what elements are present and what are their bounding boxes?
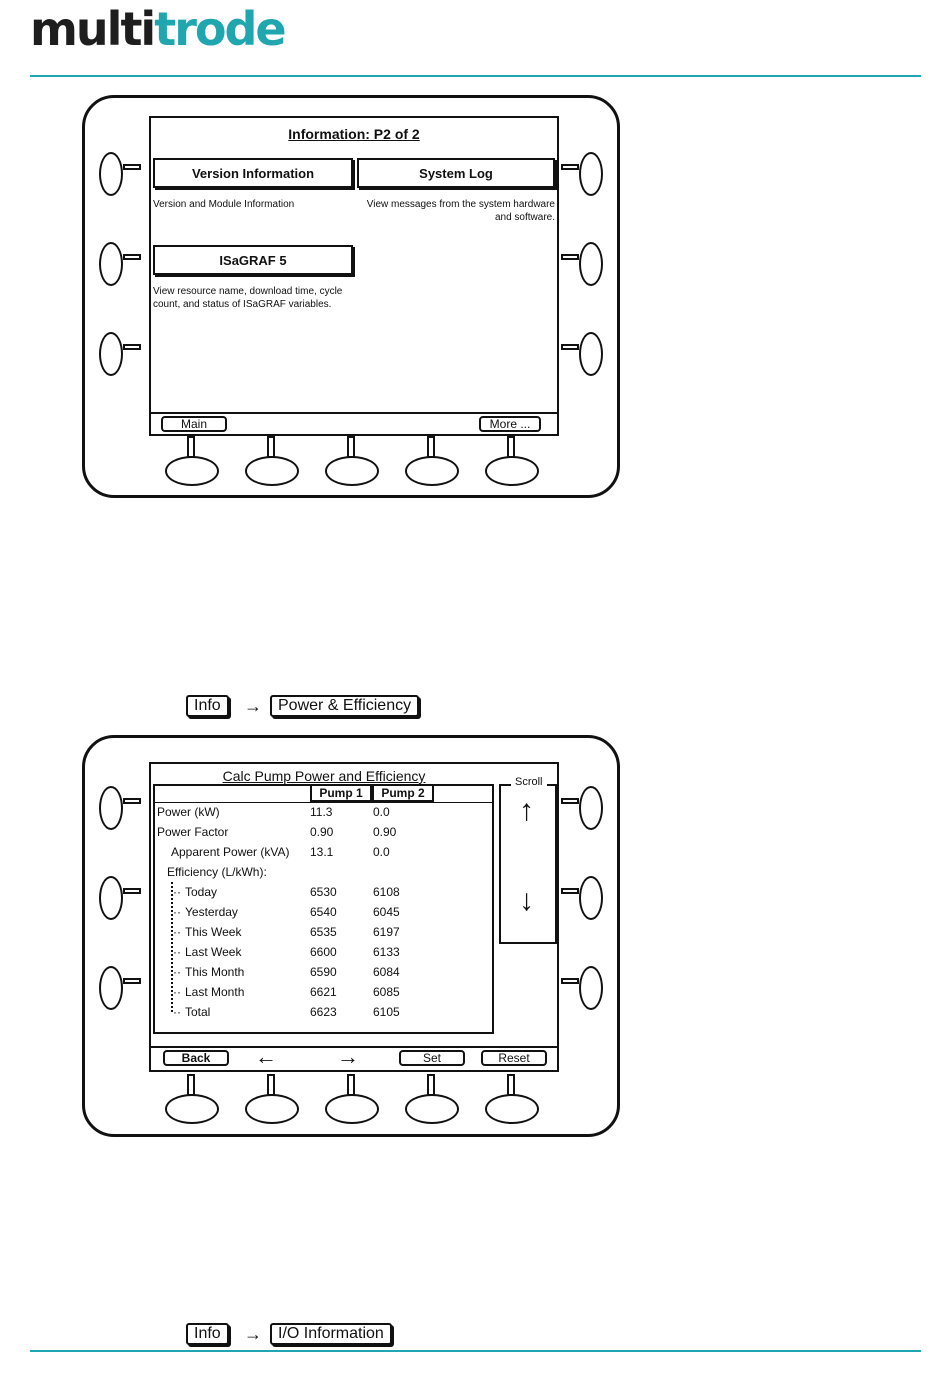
table-row: ·· This Week 6535 6197	[173, 925, 400, 939]
bottom-button-3[interactable]	[325, 1074, 381, 1126]
bottom-button-4[interactable]	[405, 1074, 461, 1126]
lcd-screen	[149, 116, 559, 436]
bottom-button-2[interactable]	[245, 436, 301, 488]
table-row: ·· Today 6530 6108	[173, 885, 400, 899]
power-efficiency-table	[153, 784, 494, 1034]
table-row: ·· Yesterday 6540 6045	[173, 905, 400, 919]
table-row: ·· This Month 6590 6084	[173, 965, 400, 979]
main-softkey[interactable]: Main	[161, 416, 227, 432]
bottom-button-3[interactable]	[325, 436, 381, 488]
back-softkey[interactable]: Back	[163, 1050, 229, 1066]
side-button-right-3[interactable]	[561, 340, 603, 368]
version-information-description: Version and Module Information	[153, 199, 295, 210]
bottom-button-2[interactable]	[245, 1074, 301, 1126]
isagraf-description: View resource name, download time, cycle count, and status of ISaGRAF variables.	[153, 286, 343, 310]
breadcrumb-info-2: Info	[186, 1323, 229, 1345]
side-button-right-2[interactable]	[561, 250, 603, 278]
table-row: ·· Total 6623 6105	[173, 1005, 400, 1019]
side-button-left-3[interactable]	[99, 340, 141, 368]
bottom-button-5[interactable]	[485, 436, 541, 488]
column-header-pump-1: Pump 1	[310, 786, 372, 802]
table-row: ·· Last Month 6621 6085	[173, 985, 400, 999]
system-log-button[interactable]: System Log	[357, 158, 555, 188]
side-button-left-2[interactable]	[99, 250, 141, 278]
controller-device-power-efficiency	[82, 735, 620, 1137]
scroll-down-arrow-icon[interactable]: ↓	[519, 884, 534, 917]
side-button-left-1[interactable]	[99, 794, 141, 822]
side-button-right-3[interactable]	[561, 974, 603, 1002]
breadcrumb-power-efficiency: Power & Efficiency	[270, 695, 419, 717]
breadcrumb-arrow-icon: →	[244, 1324, 262, 1344]
table-row: Apparent Power (kVA) 13.1 0.0	[171, 845, 390, 859]
scroll-up-arrow-icon[interactable]: ↑	[519, 794, 534, 827]
table-row: Power (kW) 11.3 0.0	[157, 805, 390, 819]
side-button-left-1[interactable]	[99, 160, 141, 188]
screen-title: Calc Pump Power and Efficiency	[222, 768, 426, 784]
controller-device-info-p2	[82, 95, 620, 498]
footer-rule	[30, 1350, 921, 1352]
logo-text-trode: trode	[154, 2, 285, 56]
side-button-left-2[interactable]	[99, 884, 141, 912]
side-button-right-1[interactable]	[561, 794, 603, 822]
more-softkey[interactable]: More ...	[479, 416, 541, 432]
lcd-screen	[149, 762, 559, 1072]
system-log-description: View messages from the system hardware and software.	[366, 199, 555, 223]
column-header-pump-2: Pump 2	[372, 786, 434, 802]
side-button-right-1[interactable]	[561, 160, 603, 188]
logo-text-multi: multi	[30, 2, 155, 56]
bottom-button-5[interactable]	[485, 1074, 541, 1126]
screen-title: Information: P2 of 2	[288, 126, 420, 142]
version-information-button[interactable]: Version Information	[153, 158, 353, 188]
breadcrumb-io-information: I/O Information	[270, 1323, 392, 1345]
side-button-left-3[interactable]	[99, 974, 141, 1002]
table-row: Power Factor 0.90 0.90	[157, 825, 397, 839]
multitrode-logo	[30, 4, 285, 54]
right-arrow-softkey-icon[interactable]: →	[337, 1044, 359, 1069]
table-row: Efficiency (L/kWh):	[167, 865, 267, 879]
softkey-bar	[151, 412, 557, 434]
breadcrumb-arrow-icon: →	[244, 696, 262, 716]
set-softkey[interactable]: Set	[399, 1050, 465, 1066]
bottom-button-4[interactable]	[405, 436, 461, 488]
left-arrow-softkey-icon[interactable]: ←	[255, 1044, 277, 1069]
table-row: ·· Last Week 6600 6133	[173, 945, 400, 959]
side-button-right-2[interactable]	[561, 884, 603, 912]
breadcrumb-info-1: Info	[186, 695, 229, 717]
bottom-button-1[interactable]	[165, 436, 221, 488]
isagraf-button[interactable]: ISaGRAF 5	[153, 245, 353, 275]
bottom-button-1[interactable]	[165, 1074, 221, 1126]
scroll-panel	[499, 776, 557, 944]
header-rule	[30, 75, 921, 77]
softkey-bar	[151, 1046, 557, 1070]
scroll-label: Scroll	[511, 776, 547, 788]
reset-softkey[interactable]: Reset	[481, 1050, 547, 1066]
